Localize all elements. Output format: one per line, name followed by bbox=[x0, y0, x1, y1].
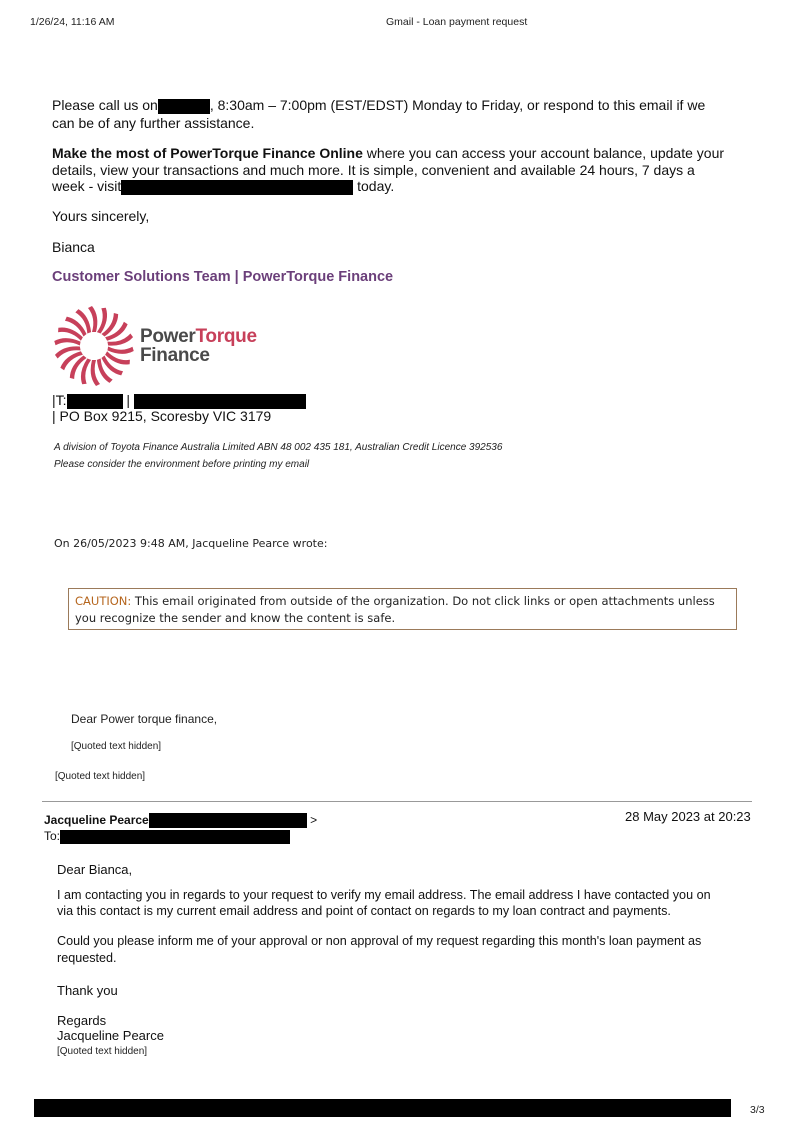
quote-attribution: On 26/05/2023 9:48 AM, Jacqueline Pearce wrote: bbox=[54, 537, 328, 550]
print-datetime: 1/26/24, 11:16 AM bbox=[30, 16, 115, 28]
visit-prefix: week - visit bbox=[52, 178, 122, 194]
print-title: Gmail - Loan payment request bbox=[386, 16, 528, 28]
disclaimer-line-1: A division of Toyota Finance Australia Limited ABN 48 002 435 181, Australian Credit Licence 392536 bbox=[54, 442, 503, 453]
quoted-text-hidden-2[interactable]: [Quoted text hidden] bbox=[55, 771, 146, 782]
caution-label: CAUTION: bbox=[75, 594, 132, 608]
redacted-phone bbox=[158, 99, 210, 114]
online-heading: Make the most of PowerTorque Finance Online bbox=[52, 145, 363, 161]
online-line-1 bbox=[52, 145, 724, 162]
online-line-2: details, view your transactions and much more. It is simple, convenient and available 24 hours, 7 days a bbox=[52, 162, 695, 178]
redacted-recipient bbox=[60, 830, 290, 844]
message-date: 28 May 2023 at 20:23 bbox=[625, 809, 751, 824]
call-suffix: , 8:30am – 7:00pm (EST/EDST) Monday to Friday, or respond to this email if we bbox=[209, 97, 706, 113]
postal-address: | PO Box 9215, Scoresby VIC 3179 bbox=[52, 408, 272, 424]
call-line-1 bbox=[52, 97, 705, 114]
redacted-footer-url bbox=[34, 1099, 731, 1117]
sign-off: Yours sincerely, bbox=[52, 208, 150, 224]
to-label: To: bbox=[44, 829, 61, 843]
online-rest: where you can access your account balance, update your bbox=[362, 145, 725, 161]
message-para2-line1: Could you please inform me of your approval or non approval of my request regarding this month's loan payment as bbox=[57, 934, 702, 948]
sender-line bbox=[44, 813, 317, 828]
caution-banner bbox=[68, 588, 737, 630]
disclaimer-line-2: Please consider the environment before printing my email bbox=[54, 459, 310, 470]
logo-torque: Torque bbox=[195, 326, 257, 347]
recipient-line bbox=[44, 829, 290, 844]
call-prefix: Please call us on bbox=[52, 97, 158, 113]
online-line-3 bbox=[52, 178, 394, 195]
message-thanks: Thank you bbox=[57, 983, 118, 998]
call-line-2: can be of any further assistance. bbox=[52, 115, 255, 131]
logo-wordmark bbox=[140, 327, 257, 365]
redacted-phone-2 bbox=[67, 394, 123, 409]
powertorque-logo-icon bbox=[52, 304, 136, 388]
message-signature: Jacqueline Pearce bbox=[57, 1028, 164, 1043]
contact-prefix: |T: bbox=[52, 392, 67, 408]
redacted-link[interactable] bbox=[121, 180, 353, 195]
logo-line-2: Finance bbox=[140, 345, 210, 366]
message-para1-line2: via this contact is my current email address and point of contact on regards to my loan contract and payments. bbox=[57, 904, 671, 918]
signer-name: Bianca bbox=[52, 239, 95, 255]
message-divider bbox=[42, 801, 752, 802]
redacted-email[interactable] bbox=[134, 394, 306, 409]
message-para2-line2: requested. bbox=[57, 951, 117, 965]
message-para1-line1: I am contacting you in regards to your request to verify my email address. The email address I have contacted you on bbox=[57, 888, 711, 902]
logo-line-1 bbox=[140, 327, 257, 346]
redacted-sender-email bbox=[149, 813, 307, 828]
contact-line: |T: | bbox=[52, 392, 306, 409]
logo-power: Power bbox=[140, 326, 196, 347]
sender-suffix: > bbox=[310, 813, 318, 827]
quoted-greeting: Dear Power torque finance, bbox=[71, 712, 218, 726]
message-greeting: Dear Bianca, bbox=[57, 862, 133, 877]
visit-suffix: today. bbox=[357, 178, 395, 194]
message-quoted-hidden[interactable]: [Quoted text hidden] bbox=[57, 1046, 148, 1057]
team-signature: Customer Solutions Team | PowerTorque Finance bbox=[52, 269, 394, 285]
sender-name: Jacqueline Pearce bbox=[44, 813, 149, 827]
page-number: 3/3 bbox=[750, 1104, 765, 1116]
quoted-text-hidden-1[interactable]: [Quoted text hidden] bbox=[71, 741, 162, 752]
message-regards: Regards bbox=[57, 1013, 107, 1028]
caution-text: This email originated from outside of the organization. Do not click links or open attachments unless you recognize the sender and know the content is safe. bbox=[75, 594, 715, 625]
